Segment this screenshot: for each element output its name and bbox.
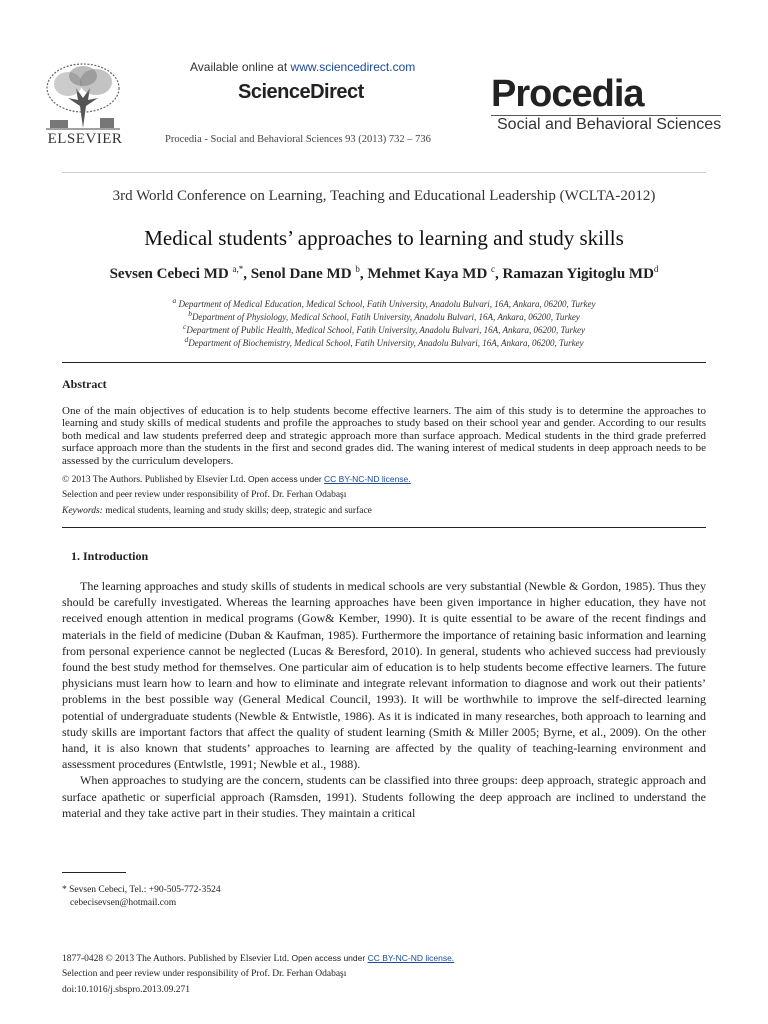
- paragraph: When approaches to studying are the concern, students can be classified into three groups: deep approach, strategic approach and surface apathetic or superficial approach (Ramsden, 1991). Students following the deep approach are inclined to understand the material and they take active part in their studies. They maintain a critical: [62, 773, 706, 820]
- footnote-email[interactable]: cebecisevsen@hotmail.com: [70, 898, 177, 908]
- paragraph: The learning approaches and study skills of students in medical schools are very substantial (Newble & Gordon, 1985). Thus they should be carefully investigated. Whereas the learning approaches have been given importance in higher education, they have not received enough attention in medical programs (Gow& Kember, 1990). It is quite essential to be aware of the recent findings and materials in the field of medicine (Duban & Kaufman, 1985). Furthermore the importance of retaining basic information and learning from personal experience cannot be neglected (Lucas & Beresford, 2010). In general, students who achieved success had previously found the best study method for themselves. One particular aim of education is to help students become effective learners. The future physicians must learn how to learn and how to eliminate and integrate relevant information to diagnose and work out their patients’ problems in the best possible way (General Medical Council, 1993). It will be worthwhile to improve the self-directed learning potential of undergraduate students (Newble & Entwistle, 1986). As it is indicated in many researches, both approach to learning and study skills are important factors that affect the quality of student learning (Smith & Miller 2005; Byrne, et al., 2009). On the other hand, it is also known that students’ approaches to learning are affected by the quality of teaching-learning environment and assessment procedures (Entwlstle, 1991; Newble et al., 1988).: [62, 579, 706, 772]
- author-list: Sevsen Cebeci MD $^{a,*}$, Senol Dane MD $^b$, Mehmet Kaya MD $^c$, Ramazan Yigitoglu $MD^d$: [109, 264, 659, 282]
- abstract-top-rule: [62, 362, 706, 363]
- author-sup: d: [653, 264, 659, 274]
- affiliation-sup: c: [183, 322, 187, 331]
- footer-copyright: [62, 953, 454, 964]
- footnote-author: * Sevsen Cebeci, Tel.: +90-505-772-3524: [62, 885, 221, 895]
- affiliation: [0, 309, 768, 322]
- license-link[interactable]: CC BY-NC-ND license.: [324, 474, 411, 484]
- abstract-bottom-rule: [62, 527, 706, 528]
- abstract-copyright: [62, 474, 411, 485]
- affiliation: [0, 296, 768, 309]
- open-access-label: Open access under: [247, 474, 322, 484]
- affiliation: [0, 335, 768, 348]
- introduction-body: [62, 578, 706, 821]
- sciencedirect-link[interactable]: www.sciencedirect.com: [290, 60, 416, 74]
- affiliation-text: Department of Public Health, Medical School, Fatih University, Anadolu Bulvari, 16A, Ankara, 06200, Turkey: [186, 325, 585, 335]
- author-name: Mehmet Kaya MD: [367, 266, 488, 282]
- footer-peer-review: Selection and peer review under responsibility of Prof. Dr. Ferhan Odabaşı: [62, 969, 347, 979]
- conference-name: 3rd World Conference on Learning, Teaching and Educational Leadership (WCLTA-2012): [112, 188, 656, 204]
- author-sup: c: [491, 264, 496, 274]
- issn-text: 1877-0428 © 2013 The Authors. Published by Elsevier Ltd.: [62, 954, 290, 964]
- affiliation-sup: d: [184, 335, 189, 344]
- affiliation-text: Department of Biochemistry, Medical School, Fatih University, Anadolu Bulvari, 16A, Ankara, 06200, Turkey: [188, 338, 584, 348]
- affiliation-sup: b: [188, 309, 192, 318]
- abstract-peer-review: Selection and peer review under responsibility of Prof. Dr. Ferhan Odabaşı: [62, 490, 347, 500]
- author-name: Senol Dane MD: [250, 266, 352, 282]
- publisher-logo-text: ELSEVIER: [47, 131, 123, 147]
- affiliation: [0, 322, 768, 335]
- section-heading: 1. Introduction: [71, 549, 149, 563]
- available-label: Available online at: [190, 60, 291, 74]
- keywords-label: Keywords:: [62, 506, 103, 516]
- availability-line: [190, 60, 415, 74]
- keywords-text: medical students, learning and study skills; deep, strategic and surface: [105, 506, 372, 516]
- header-divider: [62, 172, 706, 173]
- doi[interactable]: doi:10.1016/j.sbspro.2013.09.271: [62, 985, 190, 995]
- affiliation-text: Department of Medical Education, Medical School, Fatih University, Anadolu Bulvari, 16A, Ankara, 06200, Turkey: [178, 299, 596, 309]
- license-link[interactable]: CC BY-NC-ND license.: [367, 953, 455, 963]
- footnote-divider: [62, 872, 126, 873]
- keywords-line: [62, 506, 372, 516]
- author-sup: b: [355, 264, 360, 274]
- procedia-subtitle: Social and Behavioral Sciences: [497, 116, 722, 133]
- sciencedirect-logo: ScienceDirect: [238, 81, 364, 103]
- copyright-text: © 2013 The Authors. Published by Elsevier Ltd.: [62, 475, 246, 485]
- author-name: Ramazan Yigitoglu MD: [502, 266, 654, 282]
- author-sup: a,*: [232, 264, 244, 274]
- journal-reference: Procedia - Social and Behavioral Sciences 93 (2013) 732 – 736: [165, 134, 431, 145]
- paper-title: Medical students’ approaches to learning and study skills: [144, 226, 624, 250]
- open-access-label: Open access under: [291, 953, 366, 963]
- author-name: Sevsen Cebeci MD: [109, 266, 229, 282]
- procedia-logo: Procedia: [491, 73, 644, 115]
- abstract-body: One of the main objectives of education is to help students become effective learners. The aim of this study is to determine the approaches to learning and study skills of medical students and profile the approaches to study based on their school year and gender. According to our results both medical and law students preferred deep and strategic approach more than surface approach. Medical students in the third grade preferred surface approach more than the students in the first and second grades did. The waning interest of medical students in deep approach needs to be assessed by the curriculum developers.: [62, 405, 706, 467]
- abstract-heading: Abstract: [62, 377, 107, 391]
- affiliation-sup: a: [172, 296, 177, 305]
- affiliation-text: Department of Physiology, Medical School, Fatih University, Anadolu Bulvari, 16A, Ankara, 06200, Turkey: [191, 312, 580, 322]
